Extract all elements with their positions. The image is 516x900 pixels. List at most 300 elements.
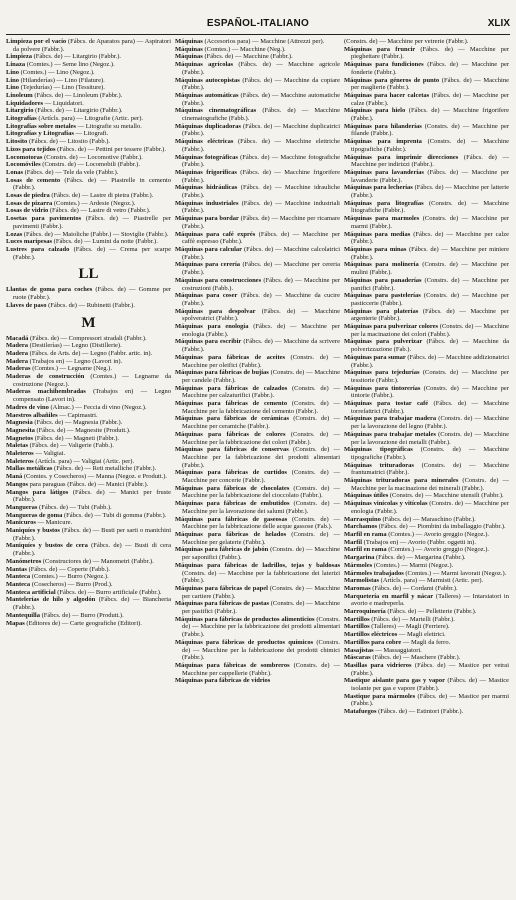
entry-headword: Máquinas para calcular xyxy=(175,245,243,253)
entry-translation: (Constrs. de) — Macchine per la fabbricazione dei prodotti alimentari (Fabbr.). xyxy=(182,615,340,639)
dictionary-entry xyxy=(344,415,509,430)
entry-headword: Lustres para calzado xyxy=(6,245,70,253)
entry-translation: (Constrs. de) — Macchine per la fabbricazione del cemento (Fabbr.). xyxy=(182,400,340,415)
entry-translation: (Constrs. de) — Macchine per la fabbricazione dei prodotti chimici (Fabbr.). xyxy=(182,638,340,662)
entry-headword: Maná xyxy=(6,473,23,481)
entry-headword: Manicuros xyxy=(6,519,36,527)
entry-translation: (Constrs. de) — Macchine per la fabbricazione dei colori (Fabbr.). xyxy=(182,430,340,446)
entry-translation: (Fábcs. de) — Macchine per miniere (Fabbr.). xyxy=(351,245,509,261)
dictionary-entry xyxy=(6,419,171,427)
entry-headword: Máquinas xyxy=(175,45,203,53)
entry-headword: Maleteros xyxy=(6,450,34,458)
column-1 xyxy=(6,38,171,894)
entry-headword: Losas de vidrio xyxy=(6,207,49,215)
entry-translation: (Fábcs. de) — Lastre di pietra (Fabbr.). xyxy=(49,192,154,200)
entry-headword: Losas de pizarra xyxy=(6,199,53,207)
entry-translation: — Litografi. xyxy=(73,130,109,138)
dictionary-entry xyxy=(6,92,171,100)
entry-translation: (Constrs. de) — Macchine per la fabbricazione dei prodotti alimentari (Fabbr.). xyxy=(182,446,340,469)
entry-headword: Losas de piedra xyxy=(6,192,50,200)
dictionary-entry xyxy=(6,84,171,92)
entry-translation: (Talleres) — Magli (Ferriere). xyxy=(369,623,450,631)
entry-headword: Máquinas para minas xyxy=(344,245,407,253)
dictionary-entry xyxy=(6,435,171,443)
entry-translation: (Constrs. de) — Macchine per gelaterie (Fabbr.). xyxy=(182,531,340,546)
entry-translation: (Constrs. de) — Macchine per candele (Fabbr.). xyxy=(182,369,340,384)
entry-translation: (Fábcs. de Aparatos para) — Aspiratori da polvere (Fabbr.). xyxy=(13,38,171,53)
entry-translation: (Fábcs. de) — Macchine da scrivere (Fabbr.). xyxy=(182,338,340,354)
entry-headword: Máquinas cinematográficas xyxy=(175,107,257,115)
entry-translation: (Comtes.) — Avorio greggio (Negoz.). xyxy=(386,531,490,538)
entry-translation: (Fábcs. de) — Tubi di gomma (Fabbr.). xyxy=(62,511,167,519)
dictionary-entry xyxy=(6,192,171,200)
dictionary-entry xyxy=(175,138,340,153)
dictionary-entry xyxy=(6,427,171,435)
dictionary-entry xyxy=(6,38,171,53)
entry-translation: (Fábcs. de) — Macchine per maglierie (Fabbr.). xyxy=(351,76,509,92)
entry-headword: Máquinas para hacer calcetas xyxy=(344,91,430,99)
entry-translation: (Constrs. de) — Macchine per enologia (Fabbr.). xyxy=(351,500,509,515)
entry-headword: Máquinas para tejedurías xyxy=(344,369,420,377)
entry-translation: (Fábcs. de) — Macchine fotografiche (Fabbr.). xyxy=(182,153,340,169)
entry-translation: (Comtes.) — Legname (Neg.). xyxy=(30,365,112,373)
entry-headword: Máquinas para bordar xyxy=(175,215,239,223)
dictionary-entry xyxy=(175,154,340,169)
dictionary-entry xyxy=(175,562,340,585)
dictionary-entry xyxy=(344,462,509,477)
dictionary-entry xyxy=(175,616,340,639)
entry-headword: Máquinas para marmoles xyxy=(344,215,420,223)
entry-translation: (Almac.) — Feccia di vino (Negoz.). xyxy=(48,403,147,411)
entry-headword: Marfil en rama xyxy=(344,531,387,538)
entry-headword: Martillos xyxy=(344,615,370,623)
dictionary-entry xyxy=(175,546,340,561)
entry-headword: Magnesita xyxy=(6,426,35,434)
entry-translation: (Constrs. de) — Macchine per calzaturifici (Fabbr.). xyxy=(182,384,340,400)
entry-translation: (Fábcs. de) — Manici per fruste (Fabbr.). xyxy=(13,488,171,504)
entry-headword: Máquinas para escribir xyxy=(175,338,242,346)
entry-translation: (Constrs. de) — Locomobili (Fabbr.). xyxy=(40,161,140,169)
entry-headword: Manteca artificial xyxy=(6,588,56,596)
dictionary-entry xyxy=(344,500,509,515)
entry-headword: Máquinas para fruncir xyxy=(344,45,416,53)
entry-headword: Máscaras xyxy=(344,654,371,662)
dictionary-entry xyxy=(175,385,340,400)
dictionary-entry xyxy=(175,639,340,662)
entry-translation: (Constrs. de) — Macchine per pasticcerie (Fabbr.). xyxy=(351,292,509,307)
entry-translation: (Fábcs. de) — Maschere (Fabbr.). xyxy=(370,654,461,662)
entry-translation: — Litografie su metallo. xyxy=(75,122,142,130)
entry-headword: Magnetos xyxy=(6,434,34,442)
dictionary-entry xyxy=(344,77,509,92)
entry-translation: (Constrs. de) — Macchine per la fabbricazione del cioccolato (Fabbr.). xyxy=(182,484,340,500)
entry-translation: (Fábcs. de) — Macchine da polverizzazione (Fab.). xyxy=(351,338,509,354)
dictionary-entry xyxy=(344,231,509,246)
page-title: ESPAÑOL-ITALIANO xyxy=(206,18,310,29)
dictionary-entry xyxy=(6,286,171,301)
entry-headword: Máquinas para fábricas de gaseosas xyxy=(175,515,288,523)
entry-headword: Matafuegos xyxy=(344,708,377,716)
entry-headword: Máquinas duplicadoras xyxy=(175,122,241,130)
entry-headword: Magnesia xyxy=(6,419,33,427)
entry-headword: Máquinas para enología xyxy=(175,323,249,331)
dictionary-entry xyxy=(344,261,509,276)
entry-translation: (Fábcs. de) — Macchine per costruzioni (Fabb.). xyxy=(182,276,340,292)
entry-headword: Litografías sobre metales xyxy=(6,122,76,130)
entry-translation: (Editores de) — Carte geografiche (Editori). xyxy=(24,619,142,627)
entry-headword: Máquinas para medias xyxy=(344,230,411,238)
entry-translation: — Capimastri. xyxy=(57,411,98,419)
entry-headword: Maderas machihembradas xyxy=(6,388,86,396)
entry-translation: (Constrs. de) — Macchine per pastifici (Fabbr.). xyxy=(182,600,340,616)
entry-headword: Litografías xyxy=(6,115,37,123)
entry-translation: (Constrs. de) — Locomotive (Fabbr.). xyxy=(42,153,143,161)
entry-translation: (Constructores de) — Manometri (Fabbr.). xyxy=(41,557,154,565)
entry-translation: (Fábcs. de) — Busti di cera (Fabbr.). xyxy=(13,542,171,558)
dictionary-entry xyxy=(175,600,340,615)
entry-translation: (Fábcs. de) — Piombini da imballaggio (Fabbr.). xyxy=(377,523,506,531)
entry-translation: (Fábcs. de) — Macchine per cereria (Fabbr.). xyxy=(182,261,340,277)
entry-headword: Máquinas para fábricas de colores xyxy=(175,430,286,438)
entry-headword: Máquinas para imprenta xyxy=(344,138,422,146)
entry-translation: — Massaggiatori. xyxy=(373,646,422,654)
entry-translation: (Cosecheros) — Burro (Prod.). xyxy=(30,581,113,588)
entry-translation: (Fábcs. de) — Macchine torrefattrici (Fabbr.). xyxy=(351,400,509,415)
dictionary-entry xyxy=(344,616,509,624)
entry-translation: (Fábcs. de) — Macchine frigorifere (Fabbr.). xyxy=(351,107,509,123)
entry-headword: Máquinas para fábricas de bujías xyxy=(175,369,269,377)
entry-headword: Máquinas para fábricas de cemento xyxy=(175,400,288,408)
entry-headword: Mapas xyxy=(6,619,25,627)
entry-translation: (Fábcs. de) — Estintori (Fabbr.). xyxy=(376,708,464,716)
entry-translation: (Comtes. y Cosecheros) — Manna (Negoz. e Produtt.). xyxy=(22,473,168,481)
dictionary-entry xyxy=(6,589,171,597)
entry-headword: Máquinas para fábricas de curtidos xyxy=(175,469,287,477)
dictionary-entry xyxy=(344,308,509,323)
dictionary-entry xyxy=(175,662,340,677)
entry-headword: Marroquinería xyxy=(344,608,386,616)
entry-translation: (Constrs. de) — Macchine frantumatrici (Fabbr.). xyxy=(351,461,509,477)
entry-translation: (Fábcs. de) — Macchine per calze (Fabbr.). xyxy=(351,230,509,246)
dictionary-entry xyxy=(344,338,509,353)
entry-headword: Máquinas para tintorerías xyxy=(344,384,421,392)
dictionary-entry xyxy=(6,442,171,450)
entry-translation: (Constrs. de) — Macchine utensili (Fabbr.). xyxy=(388,492,504,500)
dictionary-entry xyxy=(6,350,171,358)
dictionary-entry xyxy=(175,354,340,369)
entry-headword: Máquinas para panaderías xyxy=(344,276,422,284)
entry-translation: (Hilanderías) — Lino (Filature). xyxy=(19,76,105,84)
entry-translation: (Fábcs. de) — Burro artificiale (Fabbr.). xyxy=(55,588,162,596)
dictionary-entry xyxy=(175,500,340,515)
dictionary-entry xyxy=(6,388,171,403)
entry-translation: (Fábcs. de) — Maraschino (Fabbr.). xyxy=(380,515,476,523)
dictionary-entry xyxy=(344,523,509,531)
entry-translation: (Constrs. de) — Macchine per oleifici (Fabbr.). xyxy=(182,353,340,369)
entry-headword: Máquinas para fábricas de productos alimenticios xyxy=(175,615,315,623)
entry-translation: (Fábcs. de) — Maioliche (Fabbr.) — Stoviglie (Fabbr.). xyxy=(22,230,169,238)
entry-translation: (Fábcs. de) — Macchine duplicatrici (Fabbr.). xyxy=(182,122,340,138)
entry-headword: Mármoles xyxy=(344,561,373,569)
dictionary-entry xyxy=(6,465,171,473)
dictionary-entry xyxy=(6,612,171,620)
dictionary-entry xyxy=(344,677,509,692)
entry-headword: Máquinas para fábricas de helados xyxy=(175,531,287,538)
dictionary-entry xyxy=(344,123,509,138)
entry-headword: Maleteros xyxy=(6,457,34,465)
entry-headword: Máquinas para fundiciones xyxy=(344,61,424,69)
entry-headword: Máquinas para cerería xyxy=(175,261,241,269)
entry-headword: Máquinas para hilanderías xyxy=(344,122,422,130)
entry-translation: (Fábcs. de) — Macchine calcolatrici (Fabbr.). xyxy=(182,245,340,261)
dictionary-entry xyxy=(6,489,171,504)
entry-translation: (Fábcs. de) — Rubinetti (Fabbr.). xyxy=(46,301,135,309)
entry-headword: Mastique para mármoles xyxy=(344,692,416,700)
entry-headword: Máquinas autocopistas xyxy=(175,76,240,84)
dictionary-entry xyxy=(344,46,509,61)
entry-headword: Manteca xyxy=(6,581,31,588)
entry-headword: Marquetería en marfil y nácar xyxy=(344,592,434,600)
entry-translation: (Fábcs. de) — Martelli (Fabbr.). xyxy=(369,615,455,623)
entry-headword: Máquinas para construcciones xyxy=(175,276,262,284)
entry-headword: Lino xyxy=(6,68,20,76)
entry-translation: (Constrs. de) — Macchine per la fabbricazione delle acque gassose (Fab.). xyxy=(182,515,340,531)
dictionary-entry xyxy=(175,585,340,600)
entry-translation: (Fábcs. de) — Macchine (Fabbr.). xyxy=(202,53,293,61)
dictionary-entry xyxy=(175,446,340,469)
dictionary-entry xyxy=(175,323,340,338)
entry-headword: Lino xyxy=(6,76,20,84)
dictionary-entry xyxy=(175,677,340,685)
dictionary-entry xyxy=(344,639,509,647)
entry-headword: Máquinas hidráulicas xyxy=(175,184,238,192)
entry-translation: (Fábcs. de) — Mastice isolante per gas e vapore (Fabbr.). xyxy=(351,677,509,693)
entry-headword: Maestros albañiles xyxy=(6,411,58,419)
column-3 xyxy=(344,38,509,894)
entry-headword: Máquinas automáticas xyxy=(175,91,239,99)
entry-translation: (Fábcs. de) — Litosito (Fabb.). xyxy=(27,138,110,146)
entry-translation: — Magli da ferro. xyxy=(401,638,451,646)
entry-translation: (Comtes.) — Burro (Negoz.). xyxy=(30,573,109,581)
entry-translation: (Fábcs. de) — Macchine per enologia (Fabbr.). xyxy=(182,323,340,338)
dictionary-entry xyxy=(344,631,509,639)
dictionary-entry xyxy=(6,573,171,581)
dictionary-entry xyxy=(6,358,171,366)
dictionary-entry xyxy=(344,184,509,199)
entry-headword: Martillos para cobre xyxy=(344,638,402,646)
entry-headword: Maderas de construcción xyxy=(6,373,85,381)
dictionary-entry xyxy=(175,277,340,292)
entry-headword: Máquinas para lavanderías xyxy=(344,168,424,176)
entry-translation: (Fábcs. de) — Macchine per calze (Fabbr.). xyxy=(351,91,509,107)
entry-translation: (Accesorios para) — Macchine (Attrezzi per). xyxy=(202,38,325,45)
entry-translation: para paraguas (Fábcs. de) — Manici (Fabbr.). xyxy=(28,480,149,488)
entry-headword: Lizos para tejidos xyxy=(6,145,56,153)
dictionary-entry xyxy=(6,138,171,146)
dictionary-entry xyxy=(344,492,509,500)
entry-translation: (Fábcs. de) — Coperte (Fabb.). xyxy=(26,565,110,573)
entry-headword: Máquinas para pulverizar xyxy=(344,338,423,346)
entry-translation: (Constrs. de) — Macchine tipografiche (Fabbr.). xyxy=(351,446,509,461)
dictionary-entry xyxy=(344,577,509,585)
entry-headword: Linoleum xyxy=(6,91,33,99)
dictionary-entry xyxy=(6,373,171,388)
dictionary-entry xyxy=(6,200,171,208)
entry-headword: Mangos xyxy=(6,480,29,488)
entry-translation: (Fábcs. de) — Burro (Produtt.). xyxy=(39,611,124,619)
text-columns xyxy=(6,38,510,894)
entry-translation: (Fábcs. de) — Linoleum (Fabbr.). xyxy=(32,91,123,99)
entry-translation: (Fábcs. de) — Macchine automatiche (Fabbr.). xyxy=(182,91,340,107)
dictionary-entry xyxy=(344,61,509,76)
entry-headword: Máquinas vinícolas y vitícolas xyxy=(344,500,428,508)
entry-translation: (Fábcs. de) — Pelletterie (Fabbr.). xyxy=(385,608,477,616)
entry-translation: (Constrs. de) — Macchine per saponifici (Fabbr.). xyxy=(182,546,340,562)
dictionary-entry xyxy=(344,562,509,570)
entry-headword: Locomóviles xyxy=(6,161,41,169)
entry-headword: Máquinas para despolvar xyxy=(175,307,256,315)
entry-headword: Máquinas tipográficas xyxy=(344,446,413,454)
entry-translation: (Fábcs. de) — Macchine per caffè espresso (Fabbr.). xyxy=(182,230,340,246)
entry-translation: (Constrs. de) — Macchine tipografiche (Fabbr.). xyxy=(351,138,509,153)
entry-translation: (Fábcs. de) — Reti metalliche (Fabbr.). xyxy=(52,465,157,473)
entry-headword: Masillas para vidrieros xyxy=(344,661,412,669)
dictionary-entry xyxy=(6,365,171,373)
dictionary-entry xyxy=(175,200,340,215)
entry-headword: Máquinas para géneros de punto xyxy=(344,76,440,84)
dictionary-entry xyxy=(344,277,509,292)
dictionary-entry xyxy=(6,566,171,574)
entry-headword: Losas de cemento xyxy=(6,176,61,184)
entry-headword: Madera xyxy=(6,342,29,350)
entry-translation: (Fábcs. de) — Macchine per indirizzi (Fabbr.). xyxy=(351,153,509,169)
dictionary-entry xyxy=(6,130,171,138)
entry-translation: (Constrs. de) — Macchine per la fabbricazione dei laterizi (Fabbr.). xyxy=(182,569,340,585)
entry-headword: Maniquíes y bustos de cera xyxy=(6,542,88,550)
entry-headword: Máquinas para imprimir direcciones xyxy=(344,153,459,161)
dictionary-entry xyxy=(344,662,509,677)
entry-translation: (Fábcs. de) — Macchine da copiare (Fabbr.). xyxy=(182,76,340,92)
dictionary-entry xyxy=(6,77,171,85)
entry-translation: (Talleres) — Intarsiatori in avorio e madreperla. xyxy=(351,592,509,608)
dictionary-entry xyxy=(344,385,509,400)
dictionary-entry xyxy=(344,138,509,153)
entry-translation: (Tejedurías) — Lino (Tessiture). xyxy=(19,84,105,92)
dictionary-entry xyxy=(175,123,340,138)
entry-translation: (Fábcs. de) — Pettini per tessere (Fabbr.). xyxy=(55,145,166,153)
entry-translation: (Fábcs. de) — Macchine frigorifere (Fabbr.). xyxy=(182,168,340,184)
entry-headword: Máquinas para fábricas de sombreros xyxy=(175,661,290,669)
dictionary-entry xyxy=(344,169,509,184)
entry-headword: Mangueras xyxy=(6,503,38,511)
dictionary-entry xyxy=(175,431,340,446)
section-letter: M xyxy=(81,314,96,331)
entry-headword: Máquinas para pulverizar colores xyxy=(344,323,439,331)
entry-headword: Mastique aislante para gas y vapor xyxy=(344,677,445,685)
dictionary-entry xyxy=(6,450,171,458)
dictionary-entry xyxy=(344,585,509,593)
dictionary-entry xyxy=(175,369,340,384)
dictionary-entry xyxy=(6,231,171,239)
entry-headword: Máquinas frigoríficas xyxy=(175,168,237,176)
dictionary-entry xyxy=(344,654,509,662)
entry-headword: Máquinas para trabajar madera xyxy=(344,415,437,423)
entry-translation: (Fábcs. de) — Magneti (Fabbr.). xyxy=(33,434,120,442)
entry-headword: Marrasquino xyxy=(344,515,381,523)
dictionary-entry xyxy=(6,596,171,611)
entry-translation: (Fábcs. de) — Macchine industriali (Fabbr.). xyxy=(182,199,340,215)
dictionary-entry xyxy=(344,477,509,492)
dictionary-entry xyxy=(344,531,509,539)
dictionary-entry xyxy=(6,100,171,108)
entry-headword: Lonas xyxy=(6,168,23,176)
dictionary-entry xyxy=(175,261,340,276)
entry-headword: Máquinas para trabajar metales xyxy=(344,430,436,438)
entry-translation: (Artícls. para) — Litografie (Artic. per). xyxy=(36,115,144,123)
entry-translation: (Fábcs. de) — Macchine cinematografiche (Fabb.). xyxy=(182,107,340,123)
entry-headword: Máquinas fotográficas xyxy=(175,153,238,161)
entry-headword: Liquidadores xyxy=(6,99,44,107)
entry-headword: Máquinas para fábricas de aceites xyxy=(175,353,286,361)
entry-headword: Lino xyxy=(6,84,20,92)
dictionary-entry xyxy=(344,38,509,46)
entry-translation: (Comtes.) — Lino (Negoz.). xyxy=(19,68,95,76)
entry-headword: Máquinas para coser xyxy=(175,292,238,300)
entry-translation: (Constrs. de) — Macchine per filande (Fabbr.). xyxy=(351,122,509,138)
entry-headword: Máquinas xyxy=(175,53,203,61)
dictionary-entry xyxy=(344,516,509,524)
entry-translation: (Fábcs. de) — Magnesia (Fabbr.). xyxy=(32,419,123,427)
dictionary-entry xyxy=(6,542,171,557)
entry-translation: (Constrs. de) — Macchine per tessitorie (Fabbr.). xyxy=(351,369,509,384)
entry-headword: Máquinas para fábricas de cerámicas xyxy=(175,415,290,423)
entry-headword: Litografías y Litografías xyxy=(6,130,74,138)
entry-translation: (Fábcs. de) — Macchine addizionatrici (Fabbr.). xyxy=(351,353,509,369)
entry-headword: Margarina xyxy=(344,554,375,562)
entry-translation: (Fábcs. de) — Lumini da notte (Fabbr.). xyxy=(52,238,158,246)
entry-headword: Máquinas para fábricas de calzados xyxy=(175,384,288,392)
dictionary-entry xyxy=(6,53,171,61)
page-number: XLIX xyxy=(487,18,510,29)
entry-translation: (Fábcs. de) — Tubi (Fabb.). xyxy=(37,503,112,511)
dictionary-entry xyxy=(344,446,509,461)
entry-translation: (Fábcs. de) — Macchine per argenterie (Fabbr.). xyxy=(351,307,509,323)
dictionary-entry xyxy=(6,342,171,350)
entry-translation: (Constrs. de) — Macchine per cartiere (Fabbr.). xyxy=(182,584,340,600)
entry-headword: Mantequilla xyxy=(6,611,40,619)
entry-translation: (Fábcs. de) — Biancheria (Fabbr.). xyxy=(13,596,171,612)
entry-headword: Manteca xyxy=(6,573,31,581)
entry-translation: (Fábcs. de) — Mastice per vetrai (Fabbr.). xyxy=(351,661,509,677)
entry-translation: — Magli elettrici. xyxy=(397,631,446,639)
dictionary-entry xyxy=(175,184,340,199)
dictionary-entry xyxy=(175,38,340,46)
entry-headword: Linaza xyxy=(6,61,26,69)
entry-headword: Mantas xyxy=(6,565,27,573)
dictionary-entry xyxy=(344,608,509,616)
dictionary-entry xyxy=(175,469,340,484)
entry-translation: (Fábcs. de) — Valigerie (Fabb.). xyxy=(28,442,114,450)
dictionary-entry xyxy=(6,581,171,589)
entry-translation: (Fábcs. de) — Mastice per marmi (Fabbr.). xyxy=(351,692,509,708)
entry-translation: (Constrs. de) — Macchine per panifici (Fabbr.). xyxy=(351,276,509,292)
entry-headword: Máquinas para fábricas de papel xyxy=(175,584,268,592)
dictionary-entry xyxy=(344,708,509,716)
entry-translation: (Fábcs. de) — Lastre di vetro (Fabbr.). xyxy=(48,207,151,215)
entry-translation: (Fábcs. de) — Macchine elettriche (Fabbr.). xyxy=(182,138,340,153)
entry-translation: (Fábcs. de) — Litargirio (Fabbr.). xyxy=(33,107,123,115)
entry-headword: Máquinas eléctricas xyxy=(175,138,234,146)
